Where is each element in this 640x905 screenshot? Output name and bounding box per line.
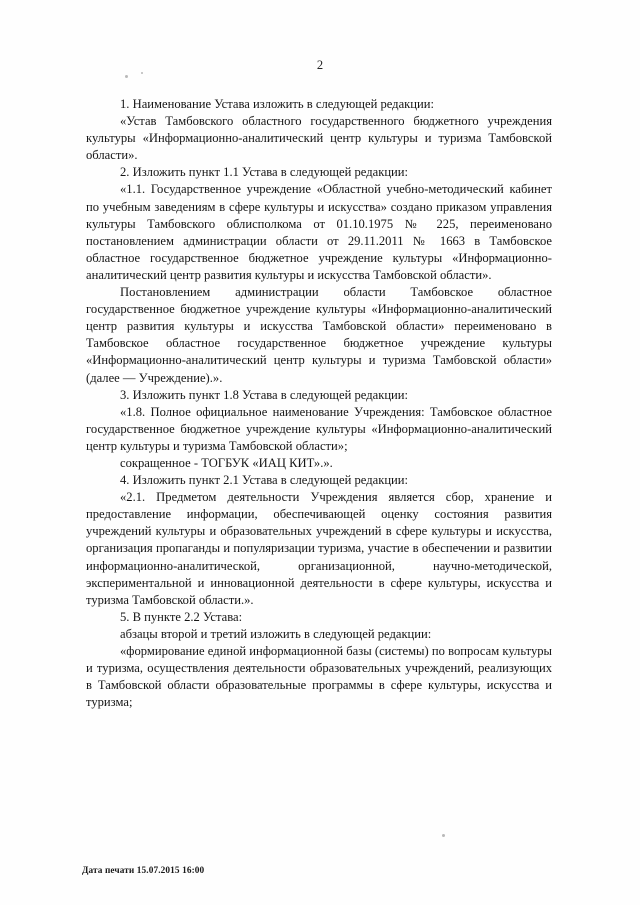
paragraph: «1.8. Полное официальное наименование Учреждения: Тамбовское областное государственное бюджетное учреждение культуры «Информационно-аналитический центр культуры и туризма Тамбовской области»;	[86, 404, 552, 453]
paragraph: «Устав Тамбовского областного государственного бюджетного учреждения культуры «Информационно-аналитический центр культуры и туризма Тамбовской области».	[86, 114, 552, 163]
scan-speck	[141, 72, 143, 74]
scan-speck	[125, 75, 128, 78]
paragraph: 5. В пункте 2.2 Устава:	[120, 609, 243, 624]
paragraph: сокращенное - ТОГБУК «ИАЦ КИТ».».	[120, 455, 333, 470]
paragraph: «1.1. Государственное учреждение «Областной учебно-методический кабинет по учебным заведениям в сфере культуры и искусства» создано приказом управления культуры Тамбовского облисполкома от 01.10.1975 № 225, переименовано постановлением администрации области от 29.11.2011 № 1663 в Тамбовское областное государственное бюджетное учреждение культуры «Информационно-аналитический центр развития культуры и искусства Тамбовской области».	[86, 182, 552, 282]
paragraph: 2. Изложить пункт 1.1 Устава в следующей редакции:	[120, 165, 409, 180]
page-number: 2	[316, 58, 324, 72]
paragraph: 3. Изложить пункт 1.8 Устава в следующей редакции:	[120, 387, 409, 402]
print-date-footer: Дата печати 15.07.2015 16:00	[82, 866, 205, 876]
paragraph: «2.1. Предметом деятельности Учреждения является сбор, хранение и предоставление информации, обеспечивающей оценку состояния развития учреждений культуры и образовательных учреждений в сфере культуры и искусства, организация пропаганды и популяризации туризма, участие в обеспечении и развитии информационно-аналитической, организационной, научно-методической, экспериментальной и инновационной деятельности в сфере культуры, искусства и туризма Тамбовской области.».	[86, 490, 552, 607]
paragraph: 1. Наименование Устава изложить в следующей редакции:	[120, 97, 435, 111]
paragraph: абзацы второй и третий изложить в следующей редакции:	[120, 626, 432, 641]
paragraph: «формирование единой информационной базы (системы) по вопросам культуры и туризма, осуществления деятельности образовательных учреждений, реализующих в Тамбовской области образовательные программы в сфере культуры, искусства и туризма;	[86, 644, 552, 710]
paragraph: 4. Изложить пункт 2.1 Устава в следующей редакции:	[120, 473, 409, 488]
scan-speck	[442, 834, 445, 837]
document-body	[86, 96, 552, 711]
paragraph: Постановлением администрации области Тамбовское областное государственное бюджетное учреждение культуры «Информационно-аналитический центр развития культуры и искусства Тамбовской области» переименовано в Тамбовское областное государственное бюджетное учреждение культуры «Информационно-аналитический центр культуры и туризма Тамбовской области» (далее — Учреждение).».	[86, 285, 552, 385]
